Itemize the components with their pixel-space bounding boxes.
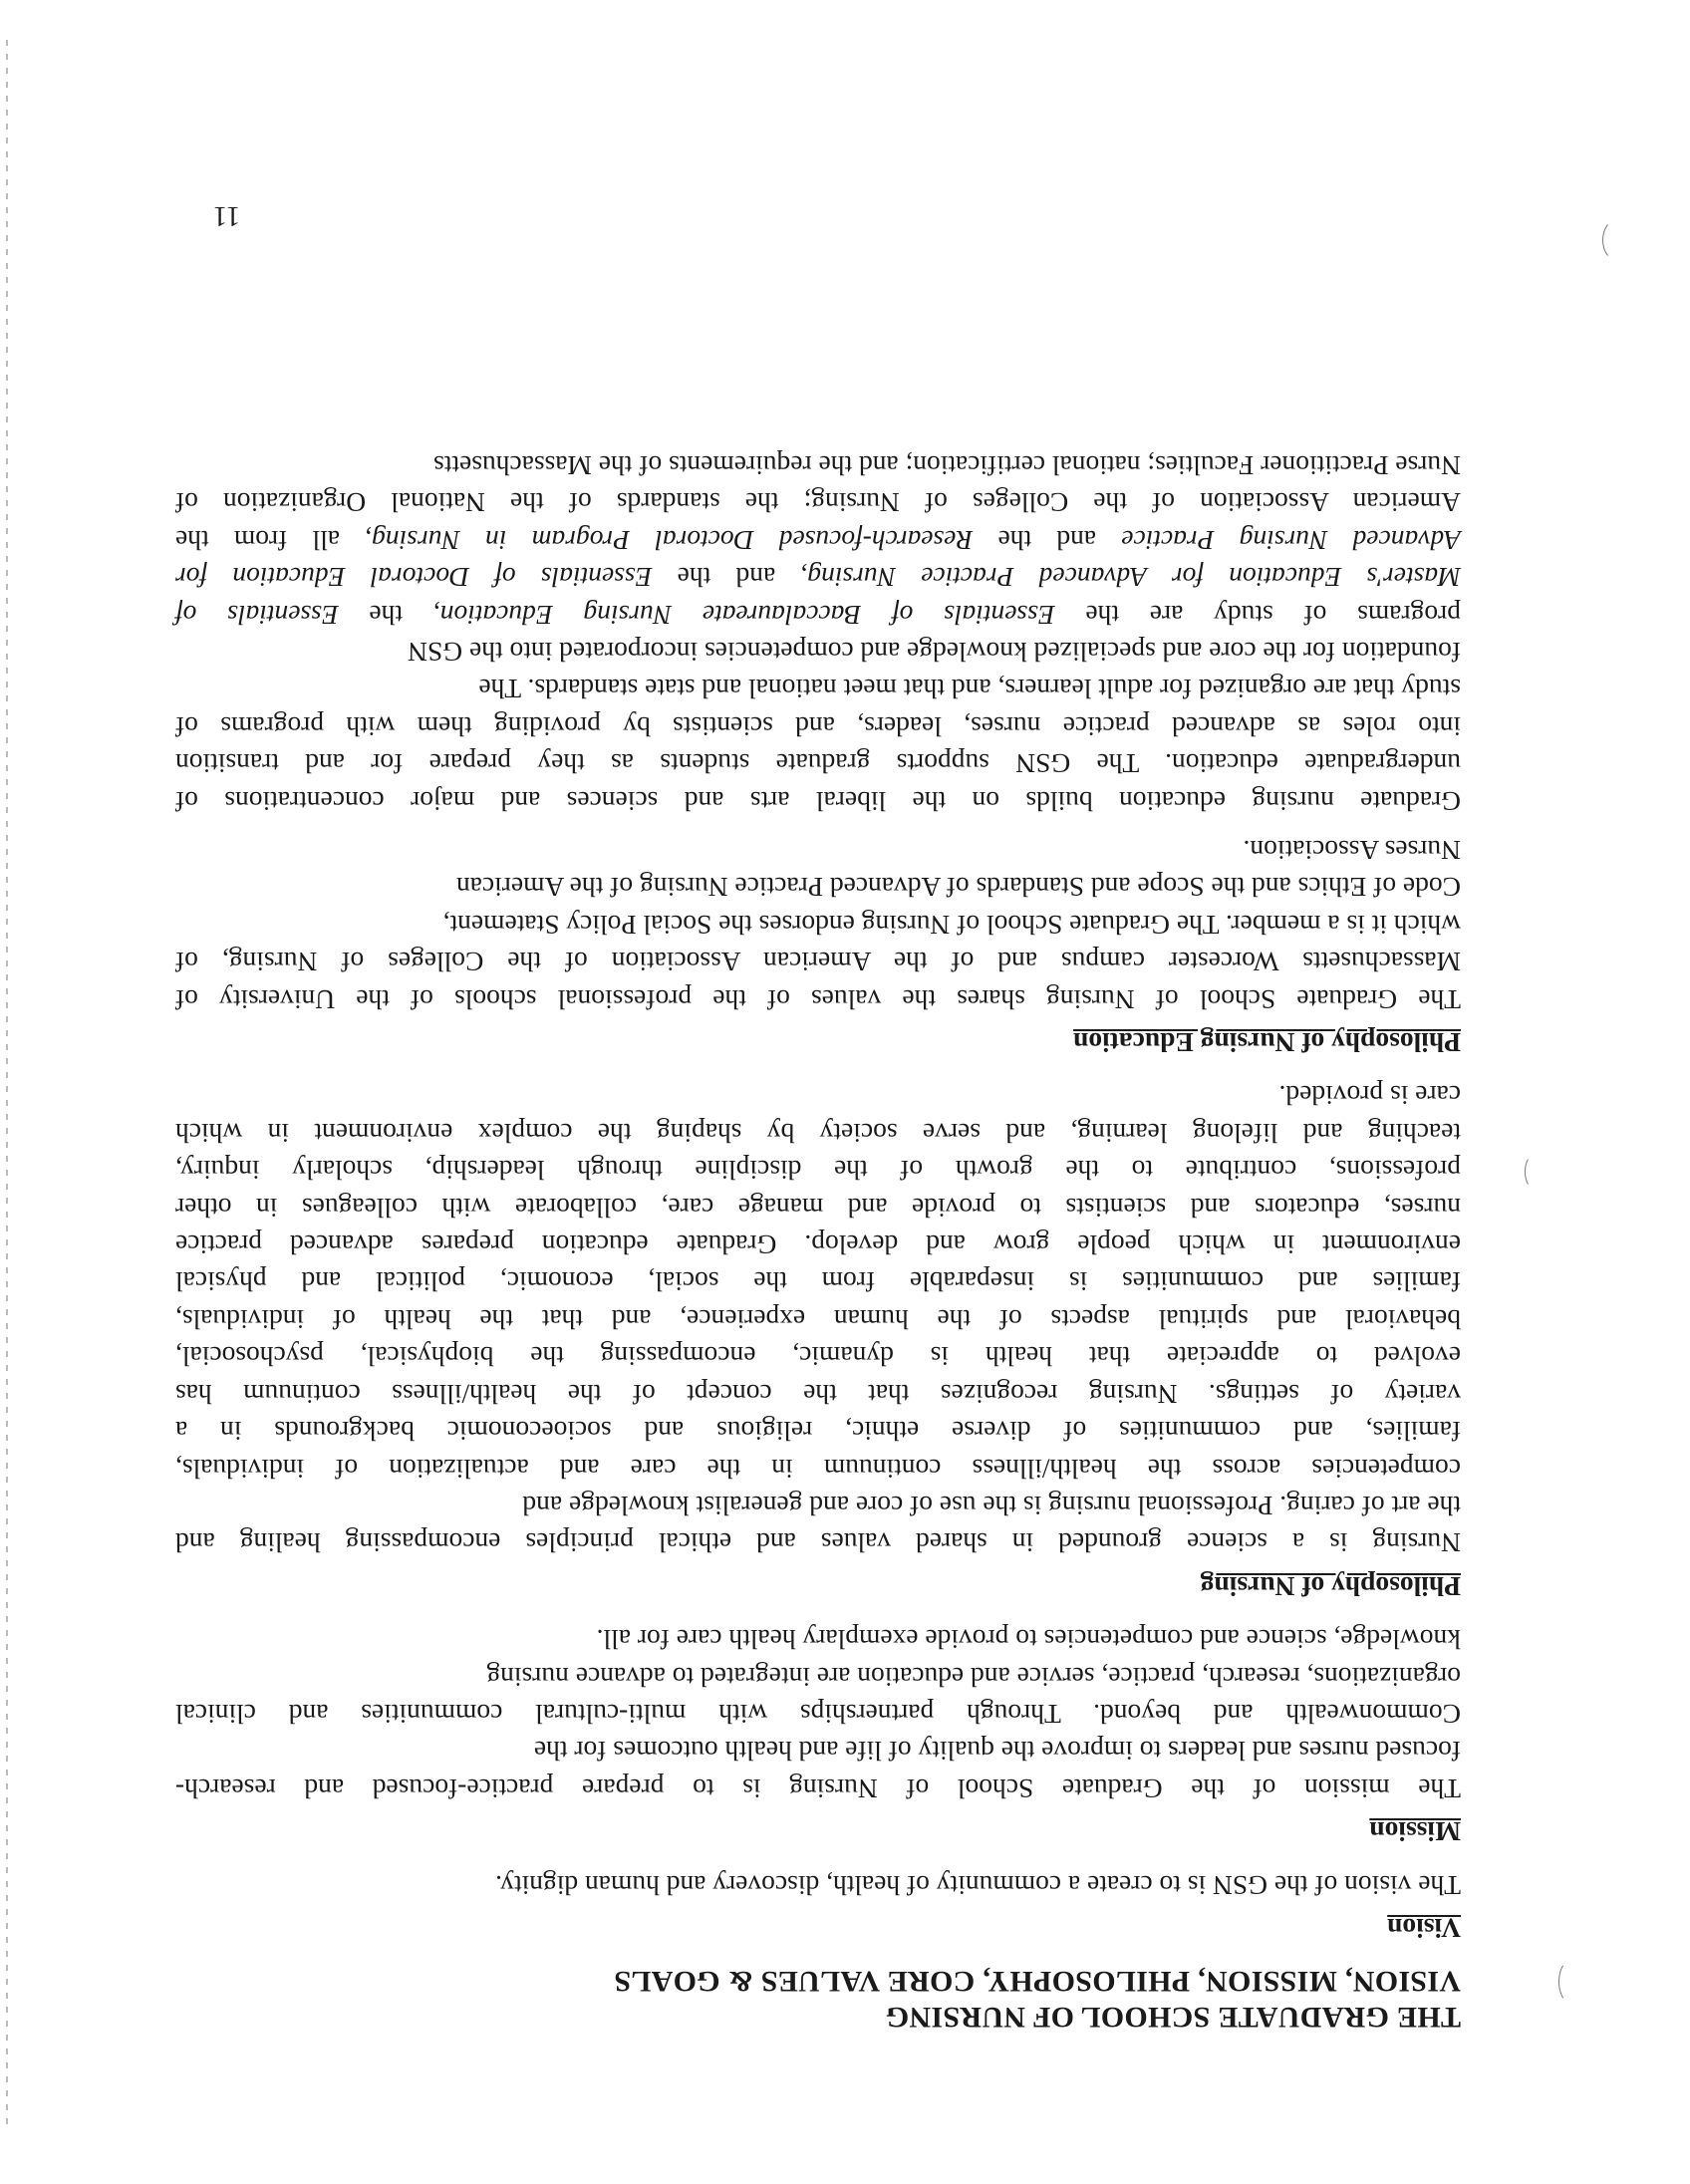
- philosophy-of-nursing-paragraph: Nursing is a science grounded in shared values and ethical principles encompassing healing and the art of caring. Professional nursing is the use of core and generalist knowledge and competencies across the health/illness continuum in the care and actualization of individuals, families, and communities of diverse ethnic, religious and socioeconomic backgrounds in a variety of settings. Nursing recognizes that the concept of the health/illness continuum has evolved to appreciate that health is dynamic, encompassing the biophysical, psychosocial, behavioral and spiritual aspects of the human experience, and that the health of individuals, families and communities is inseparable from the social, economic, political and physical environment in which people grow and develop. Graduate education prepares advanced practice nurses, educators and scientists to provide and manage care, collaborate with colleagues in other professions, contribute to the growth of the discipline through leadership, scholarly inquiry, teaching and lifelong learning, and serve society by shaping the complex environment in which care is provided.: [175, 1080, 1461, 1559]
- mission-heading: Mission: [1369, 1816, 1461, 1848]
- mission-paragraph: The mission of the Graduate School of Nursing is to prepare practice-focused and research- focused nurses and leaders to improve the quality of life and health outcomes for the Commonwealth and beyond. Through partnerships with multi-cultural communities and clinical organizations, research, practice, service and education are integrated to advance nursing knowledge, science and competencies to provide exemplary health care for all.: [175, 1624, 1461, 1804]
- page-number: 11: [213, 200, 240, 231]
- philosophy-of-education-paragraph-1: The Graduate School of Nursing shares the values of the professional schools of the University of Massachusetts Worcester campus and of the American Association of the Colleges of Nursing, of which it is a member. The Graduate School of Nursing endorses the Social Policy Statement, Code of Ethics and the Scope and Standards of Advanced Practice Nursing of the American Nurses Association.: [175, 835, 1461, 1015]
- vision-paragraph: The vision of the GSN is to create a community of health, discovery and human dignity.: [495, 1869, 1461, 1901]
- document-body: [175, 435, 1461, 2035]
- page-title: THE GRADUATE SCHOOL OF NURSING VISION, MISSION, PHILOSOPHY, CORE VALUES & GOALS: [614, 1965, 1461, 2034]
- line-with-italics-6: programs of study are the Essentials of Baccalaureate Nursing Education, the Essentials of: [175, 599, 1461, 631]
- vision-heading: Vision: [1387, 1913, 1461, 1944]
- line-with-italics-7: Master's Education for Advanced Practice Nursing, and the Essentials of Doctoral Education for: [175, 562, 1461, 594]
- philosophy-of-nursing-education-heading: Philosophy of Nursing Education: [1073, 1027, 1461, 1059]
- philosophy-of-education-paragraph-2: Graduate nursing education builds on the liberal arts and sciences and major concentrations of undergraduate education. The GSN supports graduate students as they prepare for and transition into roles as advanced practice nurses, leaders, and scientists by providing them with programs of study that are organized for adult learners, and that meet national and state standards. The foundation for the core and specialized knowledge and competencies incorporated into the GSN programs of study are the Essentials of Baccalaureate Nursing Education, the Essentials of Master's Education for Advanced Practice Nursing, and the Essentials of Doctoral Education for Advanced Nursing Practice and the Research-focused Doctoral Program in Nursing, all from the American Association of the Colleges of Nursing; the standards of the National Organization of Nurse Practitioner Faculties; national certification; and the requirements of the Massachusetts: [174, 449, 1461, 817]
- scan-mark-artifact: [1525, 1156, 1541, 1188]
- scan-mark-artifact: [1602, 219, 1632, 261]
- line-with-italics-8: Advanced Nursing Practice and the Research-focused Doctoral Program in Nursing, all from the: [174, 524, 1461, 556]
- philosophy-of-nursing-heading: Philosophy of Nursing: [1200, 1570, 1461, 1602]
- scan-mark-artifact: [1558, 1961, 1580, 2003]
